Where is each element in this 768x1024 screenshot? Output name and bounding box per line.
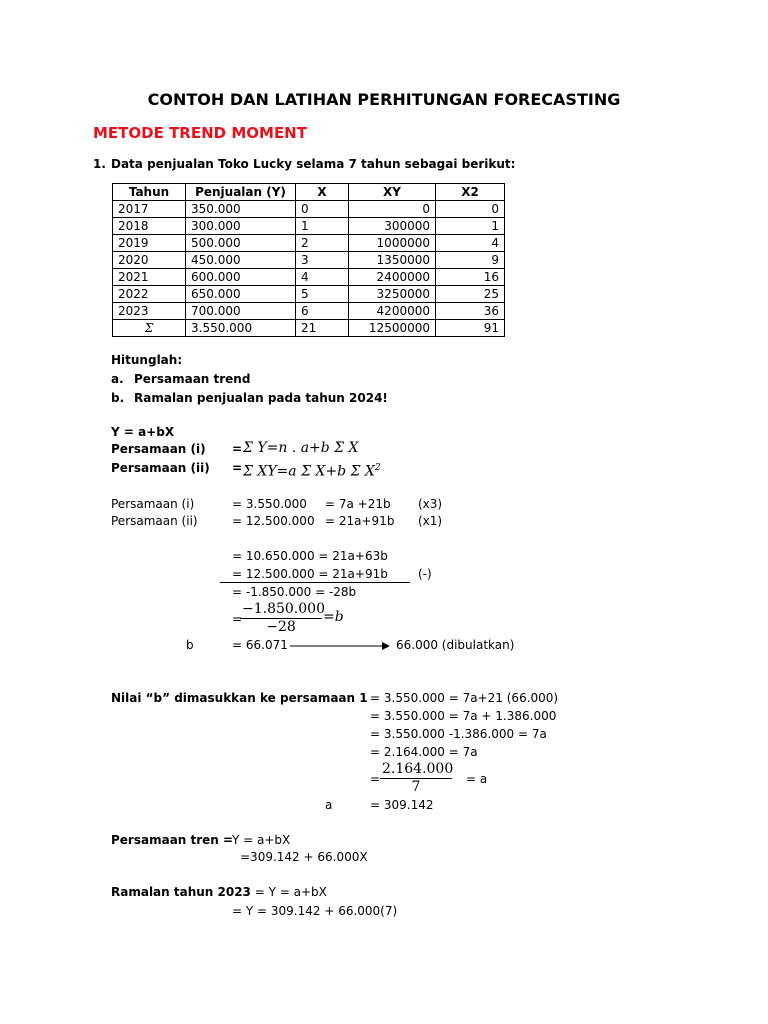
section-heading: METODE TREND MOMENT	[93, 124, 307, 142]
cell-year: 2020	[113, 252, 186, 269]
cell-sales: 300.000	[186, 218, 296, 235]
a-fraction-suffix: = a	[466, 772, 488, 786]
table-row	[113, 235, 505, 252]
cell-year: 2019	[113, 235, 186, 252]
subtraction-line	[220, 582, 410, 583]
cell-x: 4	[296, 269, 349, 286]
arrow-right-icon	[290, 640, 390, 652]
cell-sales: 450.000	[186, 252, 296, 269]
trend-label: Persamaan tren =	[111, 833, 234, 847]
b-fraction-prefix: =	[232, 612, 243, 626]
a-fraction-denominator: 7	[411, 779, 421, 795]
a-fraction-numerator: 2.164.000	[382, 761, 454, 777]
table-row	[113, 252, 505, 269]
problem-number: 1.	[93, 157, 106, 171]
cell-x2: 9	[436, 252, 505, 269]
cell-year: 2021	[113, 269, 186, 286]
questions-heading: Hitunglah:	[111, 353, 183, 367]
question-a-text: Persamaan trend	[134, 372, 251, 386]
question-a-marker: a.	[111, 372, 124, 386]
sales-data-table	[112, 183, 505, 337]
problem-statement: Data penjualan Toko Lucky selama 7 tahun sebagai berikut:	[111, 157, 516, 171]
equation-2-formula: Σ XY=a Σ X+b Σ X	[243, 463, 375, 480]
cell-xy: 4200000	[349, 303, 436, 320]
a-fraction-prefix: =	[370, 772, 381, 786]
solve-a-step-1: = 3.550.000 = 7a+21 (66.000)	[370, 691, 559, 705]
cell-xy: 1000000	[349, 235, 436, 252]
cell-xy: 0	[349, 201, 436, 218]
a-label: a	[325, 798, 333, 812]
cell-x2: 1	[436, 218, 505, 235]
header-xy: XY	[349, 184, 436, 201]
question-b-marker: b.	[111, 391, 125, 405]
table-row	[113, 218, 505, 235]
trend-line-2: =309.142 + 66.000X	[240, 850, 368, 864]
subst-1-label: Persamaan (i)	[111, 497, 195, 511]
equation-2-label: Persamaan (ii)	[111, 461, 210, 475]
subst-2-multiplier: (x1)	[418, 514, 443, 528]
cell-sales: 650.000	[186, 286, 296, 303]
equation-1-label: Persamaan (i)	[111, 442, 206, 456]
header-x2: X2	[436, 184, 505, 201]
cell-year: 2023	[113, 303, 186, 320]
a-fraction	[380, 761, 452, 796]
b-fraction-suffix: =b	[323, 609, 344, 625]
elim-line-2: = 12.500.000 = 21a+91b	[232, 567, 388, 581]
cell-x: 5	[296, 286, 349, 303]
total-x: 21	[296, 320, 349, 337]
total-x2: 91	[436, 320, 505, 337]
b-label: b	[186, 638, 194, 652]
page-title: CONTOH DAN LATIHAN PERHITUNGAN FORECASTING	[147, 90, 621, 109]
cell-sales: 500.000	[186, 235, 296, 252]
equation-1-formula: Σ Y=n . a+b Σ X	[243, 440, 359, 456]
forecast-line-1: = Y = a+bX	[250, 885, 327, 899]
cell-x: 2	[296, 235, 349, 252]
table-row	[113, 286, 505, 303]
header-tahun: Tahun	[113, 184, 186, 201]
elim-line-1: = 10.650.000 = 21a+63b	[232, 549, 388, 563]
cell-xy: 300000	[349, 218, 436, 235]
cell-year: 2017	[113, 201, 186, 218]
cell-sales: 700.000	[186, 303, 296, 320]
b-fraction-numerator: −1.850.000	[242, 601, 325, 617]
cell-x2: 36	[436, 303, 505, 320]
cell-xy: 3250000	[349, 286, 436, 303]
trend-line-1: Y = a+bX	[232, 833, 291, 847]
total-sales: 3.550.000	[186, 320, 296, 337]
cell-year: 2022	[113, 286, 186, 303]
forecast-line-2: = Y = 309.142 + 66.000(7)	[232, 904, 398, 918]
equation-2-sep: =	[232, 461, 243, 475]
equation-2-exponent: 2	[374, 463, 381, 473]
subst-1-value: = 3.550.000	[232, 497, 307, 511]
question-b-text: Ramalan penjualan pada tahun 2024!	[134, 391, 388, 405]
table-row	[113, 269, 505, 286]
sigma-symbol: Σ	[113, 320, 186, 337]
table-row	[113, 303, 505, 320]
subst-1-expr: = 7a +21b	[325, 497, 391, 511]
a-value: = 309.142	[370, 798, 434, 812]
table-total-row	[113, 320, 505, 337]
forecast-label: Ramalan tahun 2023	[111, 885, 251, 899]
table-header-row	[113, 184, 505, 201]
subst-2-value: = 12.500.000	[232, 514, 315, 528]
equation-1-sep: =	[232, 442, 243, 456]
cell-x: 0	[296, 201, 349, 218]
solve-a-label: Nilai “b” dimasukkan ke persamaan 1	[111, 691, 368, 705]
cell-year: 2018	[113, 218, 186, 235]
cell-x: 1	[296, 218, 349, 235]
cell-x2: 16	[436, 269, 505, 286]
cell-xy: 2400000	[349, 269, 436, 286]
b-rounded: 66.000 (dibulatkan)	[396, 638, 515, 652]
solve-a-step-3: = 3.550.000 -1.386.000 = 7a	[370, 727, 547, 741]
cell-x: 3	[296, 252, 349, 269]
b-fraction-denominator: −28	[266, 619, 296, 635]
cell-x: 6	[296, 303, 349, 320]
subst-1-multiplier: (x3)	[418, 497, 443, 511]
b-fraction	[240, 601, 325, 636]
cell-sales: 600.000	[186, 269, 296, 286]
elim-operator: (-)	[418, 567, 432, 581]
cell-x2: 0	[436, 201, 505, 218]
solve-a-step-2: = 3.550.000 = 7a + 1.386.000	[370, 709, 557, 723]
elim-line-3: = -1.850.000 = -28b	[232, 585, 357, 599]
cell-sales: 350.000	[186, 201, 296, 218]
table-row	[113, 201, 505, 218]
header-x: X	[296, 184, 349, 201]
trend-model: Y = a+bX	[111, 425, 175, 439]
header-penjualan: Penjualan (Y)	[186, 184, 296, 201]
total-xy: 12500000	[349, 320, 436, 337]
cell-xy: 1350000	[349, 252, 436, 269]
subst-2-label: Persamaan (ii)	[111, 514, 198, 528]
cell-x2: 4	[436, 235, 505, 252]
b-value: = 66.071	[232, 638, 288, 652]
solve-a-step-4: = 2.164.000 = 7a	[370, 745, 478, 759]
subst-2-expr: = 21a+91b	[325, 514, 395, 528]
cell-x2: 25	[436, 286, 505, 303]
